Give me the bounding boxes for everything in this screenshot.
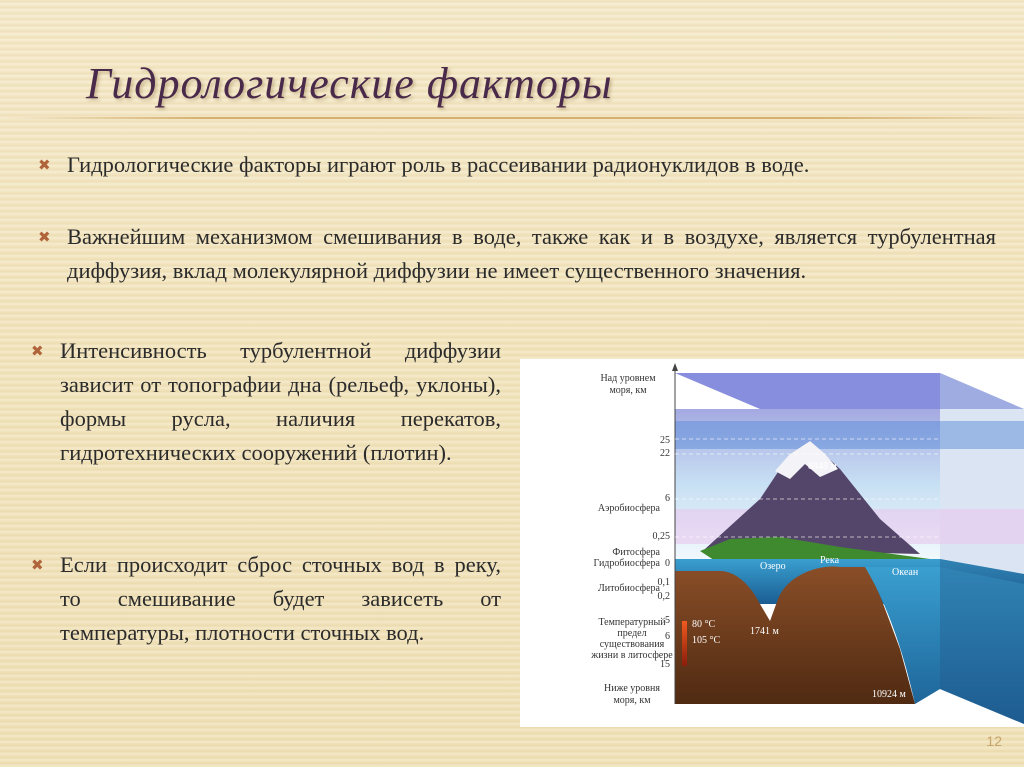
tick-25: 25 <box>660 435 670 446</box>
x-bullet-icon: ✖ <box>38 156 51 174</box>
lake-depth: 1741 м <box>750 626 779 637</box>
x-bullet-icon: ✖ <box>31 556 44 574</box>
axis-arrow-icon <box>672 363 678 371</box>
lake-label: Озеро <box>760 561 786 572</box>
zone-lithobiosphere: Литобиосфера <box>598 583 660 594</box>
tick-0-25: 0,25 <box>652 531 670 542</box>
biosphere-diagram-svg <box>520 359 1024 727</box>
bullet-4-text: Если происходит сброс сточных вод в реку, то смешивание будет зависеть от температуры, плотности сточных вод. <box>60 552 501 645</box>
river-label: Река <box>820 555 840 566</box>
bullet-3-text: Интенсивность турбулентной диффузии зависит от топографии дна (рельеф, уклоны), формы русла, наличия перекатов, гидротехнических сооружений (плотин). <box>60 338 501 465</box>
zone-aerobiosphere: Аэробиосфера <box>597 503 660 514</box>
zone-hydrobiosphere: Гидробиосфера <box>593 558 660 569</box>
peak-height: 8848 м <box>808 461 837 472</box>
zone-phytosphere: Фитосфера <box>612 547 660 558</box>
bullet-1 <box>38 148 996 182</box>
tick-0: 0 <box>665 558 670 569</box>
x-bullet-icon: ✖ <box>31 342 44 360</box>
tick-6-below: 6 <box>665 631 670 642</box>
label-above-sea: Над уровнем моря, км <box>600 373 656 396</box>
temp-high: 80 °C <box>692 619 716 630</box>
tick-22: 22 <box>660 448 670 459</box>
page-number: 12 <box>986 733 1002 749</box>
ozone-band <box>675 421 1024 449</box>
label-below-sea: Ниже уровня моря, км <box>604 683 660 706</box>
ocean-side <box>940 559 1024 724</box>
bullet-4 <box>31 548 501 650</box>
tick-6: 6 <box>665 493 670 504</box>
tick-0-2: 0,2 <box>657 591 670 602</box>
ocean-depth: 10924 м <box>872 689 906 700</box>
temp-low: 105 °C <box>692 635 721 646</box>
tick-15: 15 <box>660 659 670 670</box>
bullet-2 <box>38 220 996 288</box>
title-divider <box>0 117 1024 119</box>
temperature-bar <box>682 621 687 666</box>
bullet-1-text: Гидрологические факторы играют роль в рассеивании радионуклидов в воде. <box>67 152 810 177</box>
bullet-3 <box>31 334 501 470</box>
slide-title: Гидрологические факторы <box>86 59 613 108</box>
tick-0-1: 0,1 <box>657 577 670 588</box>
bullet-2-text: Важнейшим механизмом смешивания в воде, также как и в воздухе, является турбулентная диффузия, вклад молекулярной диффузии не имеет существенного значения. <box>67 224 996 283</box>
biosphere-diagram <box>520 359 1024 727</box>
ocean-label: Океан <box>892 567 919 578</box>
x-bullet-icon: ✖ <box>38 228 51 246</box>
zone-temperature-limit: Температурный предел существования жизни в литосфере <box>591 617 673 661</box>
tick-5: 5 <box>665 615 670 626</box>
